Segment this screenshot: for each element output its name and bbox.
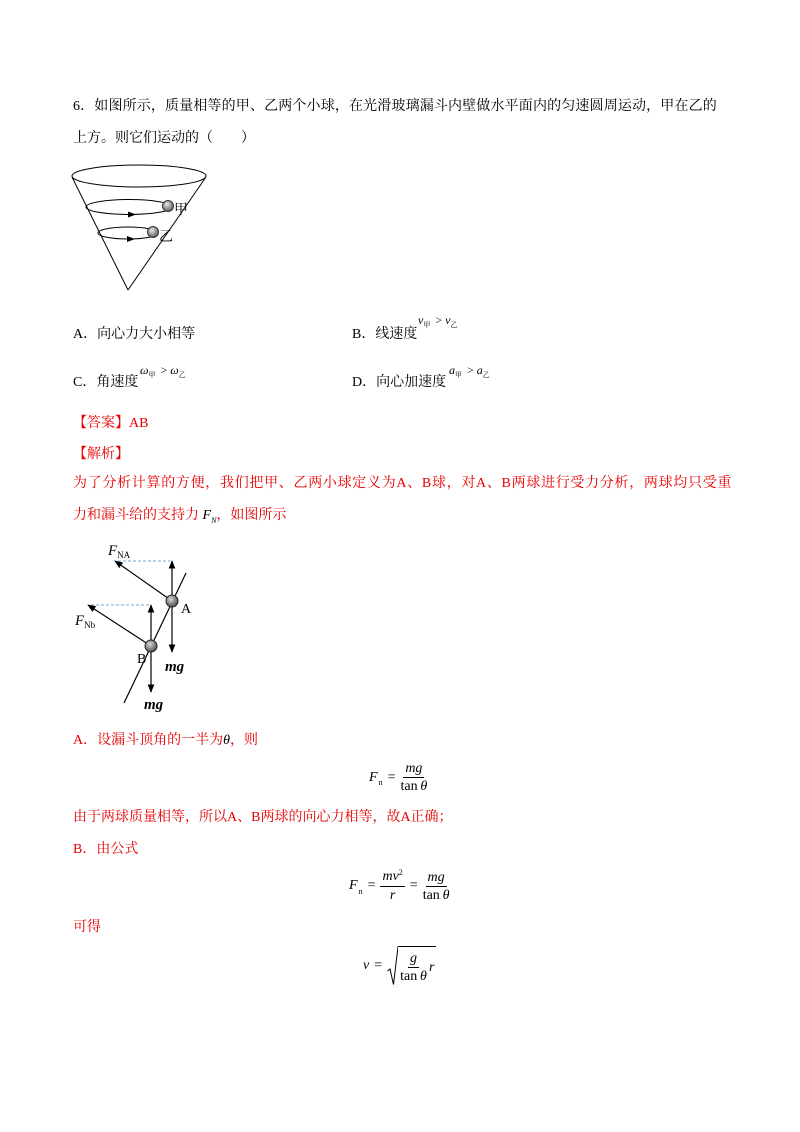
formula-sub: 乙	[450, 321, 458, 329]
fnb-label-sub: Nb	[84, 620, 96, 630]
ball-b-label: B	[137, 652, 147, 667]
formula-sub: 甲	[148, 371, 156, 379]
formula-var: a	[476, 363, 483, 377]
intro-tail: ，如图所示	[216, 508, 287, 523]
fnb-label-var: F	[75, 613, 85, 629]
formula-sub: 甲	[423, 321, 431, 329]
formula-lhs: v	[363, 958, 370, 973]
den-var: θ	[420, 969, 427, 984]
step-a-text: A．设漏斗顶角的一半为	[73, 733, 224, 748]
intro-text: 力和漏斗给的支持力	[73, 508, 203, 523]
option-d-formula	[449, 363, 492, 379]
formula-lhs-sub: n	[358, 886, 363, 896]
den-var: θ	[420, 779, 428, 794]
formula-sub: 乙	[178, 371, 186, 379]
ball-b	[145, 640, 157, 652]
answer-line: 【答案】AB	[73, 416, 149, 431]
fna-label-var: F	[108, 543, 118, 559]
formula-op: >	[467, 363, 474, 377]
lower-orbit-arrow-icon	[127, 236, 135, 242]
formula-centripetal-expansion	[349, 869, 450, 903]
question-line-2: 上方。则它们运动的（ ）	[73, 131, 255, 146]
den-var: θ	[442, 887, 450, 903]
option-b-formula	[418, 313, 459, 329]
formula-var: v	[445, 313, 451, 327]
step-b-line: B．由公式	[73, 842, 139, 857]
intro-sub: N	[211, 516, 217, 525]
formula-equals: =	[409, 878, 418, 893]
upper-orbit-arrow-icon	[128, 212, 136, 218]
formula-fraction	[380, 869, 404, 903]
formula-equals: =	[367, 878, 376, 893]
den-fn: tan	[422, 887, 440, 903]
formula-equals: =	[387, 769, 396, 785]
formula-var: v	[418, 313, 424, 327]
fraction-numerator: g	[410, 951, 418, 966]
ball-yi-label: 乙	[159, 230, 173, 245]
square-root	[387, 946, 436, 986]
option-c: C．角速度	[73, 375, 139, 390]
analysis-intro-line-2	[73, 507, 286, 526]
fna-arrow	[115, 561, 172, 601]
radical-sign-icon	[387, 946, 398, 986]
fna-label	[107, 543, 131, 560]
formula-fraction	[400, 951, 427, 984]
formula-fraction	[400, 761, 427, 794]
formula-lhs: F	[349, 878, 358, 893]
fna-label-sub: NA	[117, 550, 131, 560]
radicand-tail: r	[428, 959, 435, 975]
funnel-figure	[65, 158, 210, 298]
den-fn: tan	[400, 779, 418, 794]
formula-fraction	[423, 870, 450, 903]
step-a-line	[73, 732, 258, 750]
formula-centripetal-force	[369, 761, 427, 794]
radicand	[398, 946, 436, 986]
analysis-intro-line-1: 为了分析计算的方便，我们把甲、乙两小球定义为A、B球，对A、B两球进行受力分析，两球均只受重	[73, 476, 733, 491]
formula-velocity	[363, 946, 436, 986]
ball-a-label: A	[181, 602, 192, 617]
option-d: D．向心加速度	[352, 375, 447, 390]
formula-var: ω	[170, 363, 179, 377]
option-a: A．向心力大小相等	[73, 327, 196, 342]
fnb-label	[74, 613, 96, 630]
funnel-left-wall	[72, 177, 128, 290]
formula-sub: 乙	[482, 371, 490, 379]
question-line-1: 6．如图所示，质量相等的甲、乙两个小球，在光滑玻璃漏斗内壁做水平面内的匀速圆周运动，甲在乙的	[73, 99, 717, 114]
formula-var: a	[449, 363, 455, 377]
ball-jia	[163, 201, 174, 212]
gravity-a-label: mg	[165, 659, 185, 675]
funnel-wall-line	[124, 573, 186, 703]
formula-op: >	[160, 363, 168, 377]
force-diagram	[65, 535, 205, 720]
fraction-denominator	[400, 778, 427, 794]
conclusion-a: 由于两球质量相等，所以A、B两球的向心力相等，故A正确；	[73, 810, 453, 825]
fraction-numerator: mg	[427, 869, 445, 885]
analysis-tag: 【解析】	[73, 447, 129, 462]
step-a-theta: θ	[223, 733, 231, 748]
num-text: mv	[382, 869, 399, 884]
result-line: 可得	[73, 920, 101, 935]
formula-sub: 甲	[455, 371, 462, 379]
fraction-numerator	[380, 869, 404, 887]
option-c-formula	[140, 363, 188, 379]
ball-a	[166, 595, 178, 607]
formula-equals: =	[374, 958, 383, 973]
formula-var: ω	[140, 363, 149, 377]
formula-op: >	[435, 313, 443, 327]
den-fn: tan	[400, 969, 418, 984]
funnel-rim	[72, 165, 206, 187]
ball-yi	[148, 227, 159, 238]
ball-jia-label: 甲	[174, 203, 188, 218]
step-a-tail: ，则	[230, 733, 259, 748]
fraction-denominator	[423, 887, 450, 903]
fraction-denominator	[400, 968, 427, 984]
intro-var: F	[202, 508, 212, 523]
num-sup: 2	[398, 868, 403, 877]
formula-lhs: F	[369, 769, 378, 785]
gravity-b-label: mg	[144, 697, 164, 713]
formula-lhs-sub: n	[378, 778, 383, 787]
fraction-denominator: r	[389, 888, 396, 903]
fnb-arrow	[88, 605, 151, 646]
fraction-numerator: mg	[405, 761, 423, 776]
option-b: B．线速度	[352, 327, 418, 342]
